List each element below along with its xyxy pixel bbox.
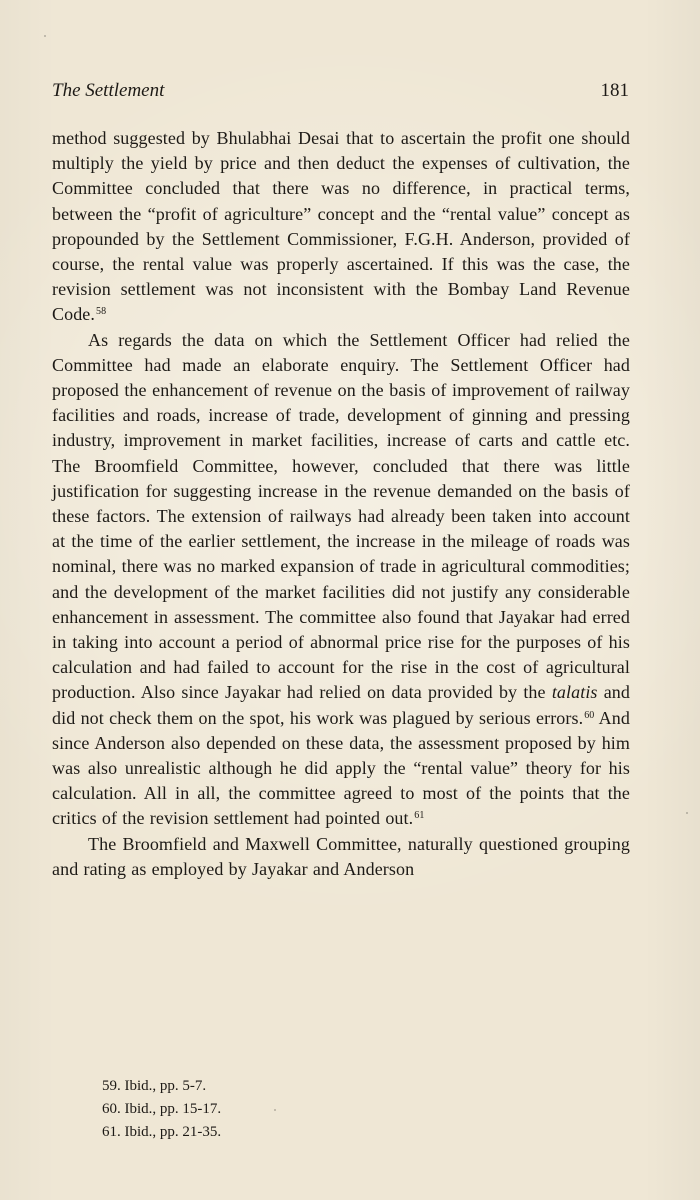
footnote-reference: 60 [584, 709, 595, 721]
scan-speck [274, 1109, 276, 1111]
footnote-reference: 58 [96, 306, 107, 318]
paragraph-data-enquiry [52, 328, 630, 832]
paragraph-text: The Broomfield and Maxwell Committee, naturally questioned grouping and rating as employed by Jayakar and Anderson [52, 833, 630, 879]
running-title: The Settlement [52, 80, 165, 101]
page-header [52, 78, 629, 104]
page-number: 181 [600, 80, 629, 101]
footnote-reference: 61 [414, 810, 425, 822]
footnote-60: 60. Ibid., pp. 15-17. [102, 1101, 222, 1117]
paragraph-continuation [52, 126, 630, 328]
scan-speck [686, 812, 688, 814]
footnotes [102, 1075, 221, 1144]
paragraph-committee-grouping [52, 832, 630, 882]
paragraph-text: method suggested by Bhulabhai Desai that to ascertain the profit one should multiply the yield by price and then deduct the expenses of cultivation, the Committee concluded that there was no difference, in practical terms, between the “profit of agriculture” concept and the “rental value” concept as propounded by the Settlement Commissioner, F.G.H. Anderson, provided of course, the rental value was properly ascertained. If this was the case, the revision settlement was not inconsistent with the Bombay Land Revenue Code. [52, 128, 630, 325]
paragraph-text: And since Anderson also depended on these data, the assessment proposed by him was also unrealistic although he did apply the “rental value” theory for his calculation. All in all, the committee agreed to most of the points that the critics of the revision settlement had pointed out. [52, 707, 630, 829]
scan-speck [44, 35, 46, 37]
paragraph-text: As regards the data on which the Settlement Officer had relied the Committee had made an elaborate enquiry. The Settlement Officer had proposed the enhancement of revenue on the basis of improvement of railway facilities and roads, increase of trade, development of ginning and pressing industry, improvement in market facilities, increase of carts and cattle etc. The Broomfield Committee, however, concluded that there was little justification for suggesting increase in the revenue demanded on the basis of these factors. The extension of railways had already been taken into account at the time of the earlier settlement, the increase in the mileage of roads was nominal, there was no marked expansion of trade in agricultural commodities; and the development of the market facilities did not justify any considerable enhancement in assessment. The committee also found that Jayakar had erred in taking into account a period of abnormal price rise for the purposes of his calculation and had failed to account for the rise in the cost of agricultural production. Also since Jayakar had relied on data provided by the [52, 329, 630, 703]
footnote-61: 61. Ibid., pp. 21-35. [102, 1124, 222, 1140]
main-text [52, 126, 630, 882]
footnote-59: 59. Ibid., pp. 5-7. [102, 1078, 207, 1094]
italic-term: talatis [551, 682, 598, 703]
paragraph-text: and did not check them on the spot, his work was plagued by serious errors. [52, 682, 631, 728]
